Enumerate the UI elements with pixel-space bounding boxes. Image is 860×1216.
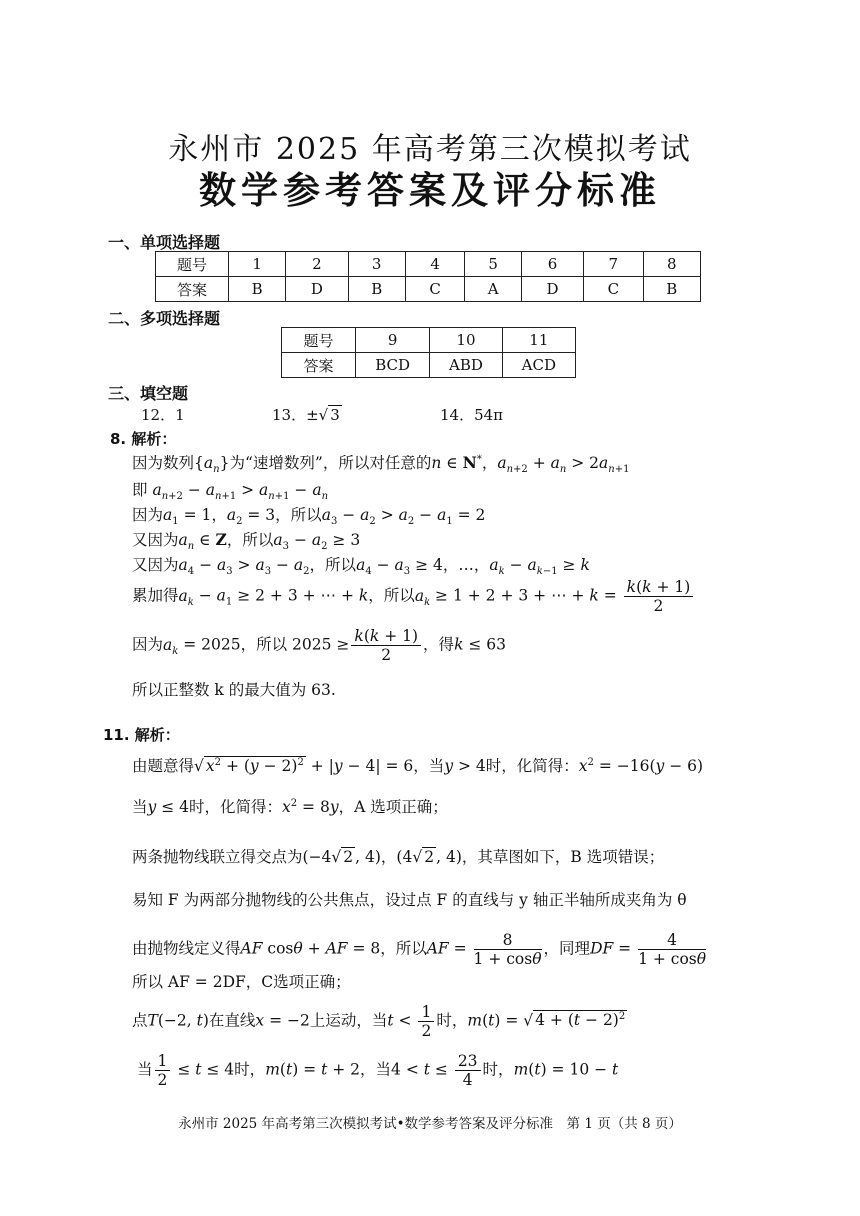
q11-line7-text-b: 在直线	[208, 1011, 256, 1030]
section-multi-choice-heading: 二、多项选择题	[108, 309, 221, 328]
q8-line3-text-a: 因为	[132, 506, 164, 524]
table-cell: 4	[405, 252, 465, 277]
table-cell: 8	[643, 252, 700, 277]
answer-q12: 12．1	[141, 406, 185, 424]
q8-line1-text-a: 因为数列	[132, 454, 195, 472]
fraction: $\frac{8}{1 + \cos\theta}$	[473, 931, 542, 968]
q8-line4-text-a: 又因为	[132, 531, 179, 549]
q8-line-2: 即 $a_{n+2} - a_{n+1} > a_{n+1} - a_n$	[132, 481, 329, 503]
q8-line-8: 所以正整数 k 的最大值为 63.	[132, 681, 336, 699]
q11-line-7: 点T(−2, t)在直线x = −2上运动，当t < $\frac{1}{2}$ 时，m(t) = √ $4 + (t - 2)^2$	[132, 1003, 626, 1040]
table-cell: C	[584, 277, 644, 302]
fraction: $\frac{23}{4}$	[455, 1052, 481, 1089]
table-cell: D	[521, 277, 583, 302]
q11-line2-text-b: 时，化简得：	[188, 798, 282, 816]
fraction: $\frac{k(k + 1)}{2}$	[624, 578, 694, 615]
q11-line7-text-d: 时，	[436, 1011, 468, 1030]
q11-line3-text-b: ，其草图如下，B 选项错误；	[461, 848, 665, 866]
q8-line5-text-a: 又因为	[132, 556, 179, 574]
q11-line5-text-b: ，所以	[380, 939, 427, 958]
q8-line3-text-b: ，所以	[275, 506, 322, 524]
section-fill-blank-heading: 三、填空题	[108, 384, 189, 403]
q11-line5-text-a: 由抛物线定义得	[132, 939, 241, 958]
multi-choice-table	[281, 327, 576, 378]
q11-line8-text-d: 时，	[482, 1060, 514, 1079]
table-cell: 3	[348, 252, 405, 277]
answer-q13: 13．±√ 3	[272, 406, 340, 424]
fraction: $\frac{4}{1 + \cos\theta}$	[638, 931, 707, 968]
table-row	[282, 328, 576, 353]
table-header-cell: 答案	[156, 277, 229, 302]
q8-line7-text-b: ，所以 2025 ≥	[240, 635, 350, 654]
exam-title: 永州市 2025 年高考第三次模拟考试	[168, 132, 692, 167]
table-cell: 7	[584, 252, 644, 277]
q11-line-1: 由题意得√ $x^2 + (y - 2)^2 + |y - 4| = 6$，当y > 4时，化简得：$x^2 = -16(y - 6)$	[132, 756, 704, 775]
table-cell: A	[465, 277, 521, 302]
q11-line7-text-a: 点	[132, 1011, 148, 1030]
q11-line7-text-c: 上运动，当	[309, 1011, 388, 1030]
document-title: 数学参考答案及评分标准	[199, 169, 661, 212]
q11-line2-text-a: 当	[132, 798, 148, 816]
q8-line-5: 又因为$a_4 - a_3 > a_3 - a_2$，所以$a_4 - a_3 \ge 4$，…，$a_k - a_{k-1} \ge k$	[132, 556, 590, 578]
q8-line-3: 因为$a_1 = 1$，$a_2 = 3$，所以$a_3 - a_2 > a_2 - a_1 = 2$	[132, 506, 486, 528]
q11-line8-text-c: ，当	[360, 1060, 392, 1079]
table-cell: ACD	[502, 353, 575, 378]
table-row	[156, 252, 701, 277]
q11-line8-text-a: 当	[137, 1060, 153, 1079]
answer-q14: 14．54π	[440, 406, 504, 424]
table-cell: 1	[229, 252, 286, 277]
q11-line-3: 两条抛物线联立得交点为(−4√ 2 , 4)，(4√ 2 , 4)，其草图如下，B 选项错误；	[132, 848, 665, 866]
q8-line7-text-c: ，得	[423, 635, 455, 654]
table-cell: B	[643, 277, 700, 302]
table-cell: B	[348, 277, 405, 302]
q11-line1-text-b: ，当	[413, 757, 445, 775]
table-header-cell: 题号	[282, 328, 356, 353]
q11-line-2: 当y ≤ 4时，化简得：$x^2 = 8y$，A 选项正确；	[132, 797, 448, 816]
table-cell: ABD	[430, 353, 502, 378]
q8-line6-text-a: 累加得	[132, 586, 179, 605]
table-header-cell: 题号	[156, 252, 229, 277]
q11-line3-text-a: 两条抛物线联立得交点为	[132, 848, 303, 866]
fraction: $\frac{1}{2}$	[155, 1052, 171, 1089]
q11-heading: 11. 解析：	[103, 726, 180, 744]
q8-line5-text-c: ，…，	[442, 556, 490, 574]
table-cell: BCD	[356, 353, 430, 378]
q11-line1-text-c: 时，化简得：	[485, 757, 579, 775]
answer-q13-prefix: 13．±	[272, 406, 319, 424]
q8-line5-text-b: ，所以	[309, 556, 357, 574]
q11-line-6: 所以 AF = 2DF，C选项正确；	[132, 973, 351, 991]
q8-line-7: 因为$a_k = 2025$，所以 2025 ≥ $\frac{k(k + 1)}{2}$ ，得k ≤ 63	[132, 627, 507, 664]
q8-line-6: 累加得$a_k - a_1 \ge 2 + 3$ + ⋯ + k，所以$a_k \ge 1 + 2 + 3$ + ⋯ + k = $\frac{k(k + 1)}{2}$	[132, 578, 695, 615]
table-cell: C	[405, 277, 465, 302]
section-single-choice-heading: 一、单项选择题	[108, 233, 221, 252]
q11-line8-text-b: 时，	[234, 1060, 266, 1079]
table-cell: 11	[502, 328, 575, 353]
fraction: $\frac{1}{2}$	[418, 1003, 434, 1040]
q11-line2-text-c: ，A 选项正确；	[338, 798, 448, 816]
q11-line-4: 易知 F 为两部分抛物线的公共焦点，设过点 F 的直线与 y 轴正半轴所成夹角为 θ	[132, 891, 687, 909]
q8-line-1: 因为数列$\{a_n\}$为“速增数列”，所以对任意的n ∈ N*，$a_{n+2} + a_n > 2a_{n+1}$	[132, 453, 630, 476]
q8-line-4: 又因为$a_n$ ∈ Z，所以$a_3 - a_2 \ge 3$	[132, 530, 361, 553]
q8-heading: 8. 解析：	[110, 430, 177, 448]
table-cell: B	[229, 277, 286, 302]
table-cell: 2	[286, 252, 348, 277]
table-row	[156, 277, 701, 302]
table-cell: 5	[465, 252, 521, 277]
answer-q13-radicand: 3	[330, 406, 340, 424]
q11-line5-text-c: ，同理	[543, 939, 591, 958]
fraction: $\frac{k(k + 1)}{2}$	[351, 627, 421, 664]
q8-line4-text-b: ，所以	[226, 531, 274, 549]
q8-line7-text-a: 因为	[132, 635, 164, 654]
table-cell: 6	[521, 252, 583, 277]
table-row	[282, 353, 576, 378]
q8-line1-text-b: 为“速增数列”，所以对任意的	[229, 454, 432, 472]
q11-line-5: 由抛物线定义得AF cosθ + AF = 8，所以AF = $\frac{8}{1 + \cos\theta}$ ，同理DF = $\frac{4}{1 + \cos\theta}$	[132, 931, 707, 968]
q8-line6-text-b: ，所以	[368, 586, 415, 605]
table-cell: 10	[430, 328, 502, 353]
q8-line2-text: 即	[132, 481, 148, 499]
single-choice-table	[155, 251, 701, 302]
table-header-cell: 答案	[282, 353, 356, 378]
q11-line-8: 当 $\frac{1}{2}$ ≤ t ≤ 4时，m(t) = t + 2，当4 < t ≤ $\frac{23}{4}$ 时，m(t) = 10 − t	[137, 1052, 619, 1089]
table-cell: 9	[356, 328, 430, 353]
q11-line1-text-a: 由题意得	[132, 757, 195, 775]
table-cell: D	[286, 277, 348, 302]
page-footer: 永州市 2025 年高考第三次模拟考试•数学参考答案及评分标准 第 1 页（共 8 页）	[178, 1116, 682, 1132]
